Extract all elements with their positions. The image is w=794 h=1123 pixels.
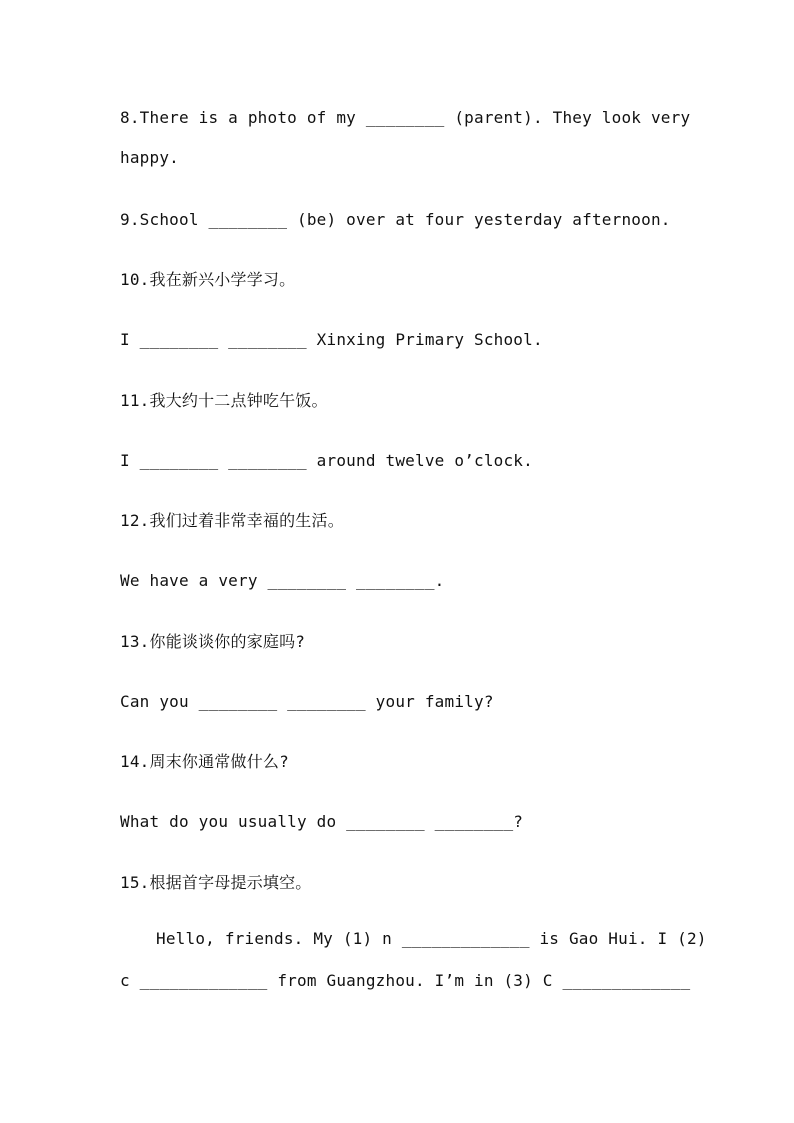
question-15-passage-line-2: c _____________ from Guangzhou. I’m in (3) C _____________ — [120, 971, 691, 990]
question-12-prompt: 12.我们过着非常幸福的生活。 — [120, 511, 344, 530]
question-11-prompt: 11.我大约十二点钟吃午饭。 — [120, 391, 328, 410]
question-8-line-1: 8.There is a photo of my ________ (parent). They look very — [120, 108, 691, 127]
question-15-prompt: 15.根据首字母提示填空。 — [120, 873, 312, 892]
question-13-answer: Can you ________ ________ your family? — [120, 692, 494, 711]
question-10-answer: I ________ ________ Xinxing Primary School. — [120, 330, 543, 349]
question-15-passage-line-1: Hello, friends. My (1) n _____________ is Gao Hui. I (2) — [156, 929, 707, 948]
question-11-answer: I ________ ________ around twelve o’clock. — [120, 451, 533, 470]
question-8-line-2: happy. — [120, 148, 179, 167]
question-14-answer: What do you usually do ________ ________? — [120, 812, 524, 831]
question-13-prompt: 13.你能谈谈你的家庭吗? — [120, 632, 306, 651]
question-14-prompt: 14.周末你通常做什么? — [120, 752, 289, 771]
question-9: 9.School ________ (be) over at four yesterday afternoon. — [120, 210, 671, 229]
question-10-prompt: 10.我在新兴小学学习。 — [120, 270, 296, 289]
question-12-answer: We have a very ________ ________. — [120, 571, 445, 590]
